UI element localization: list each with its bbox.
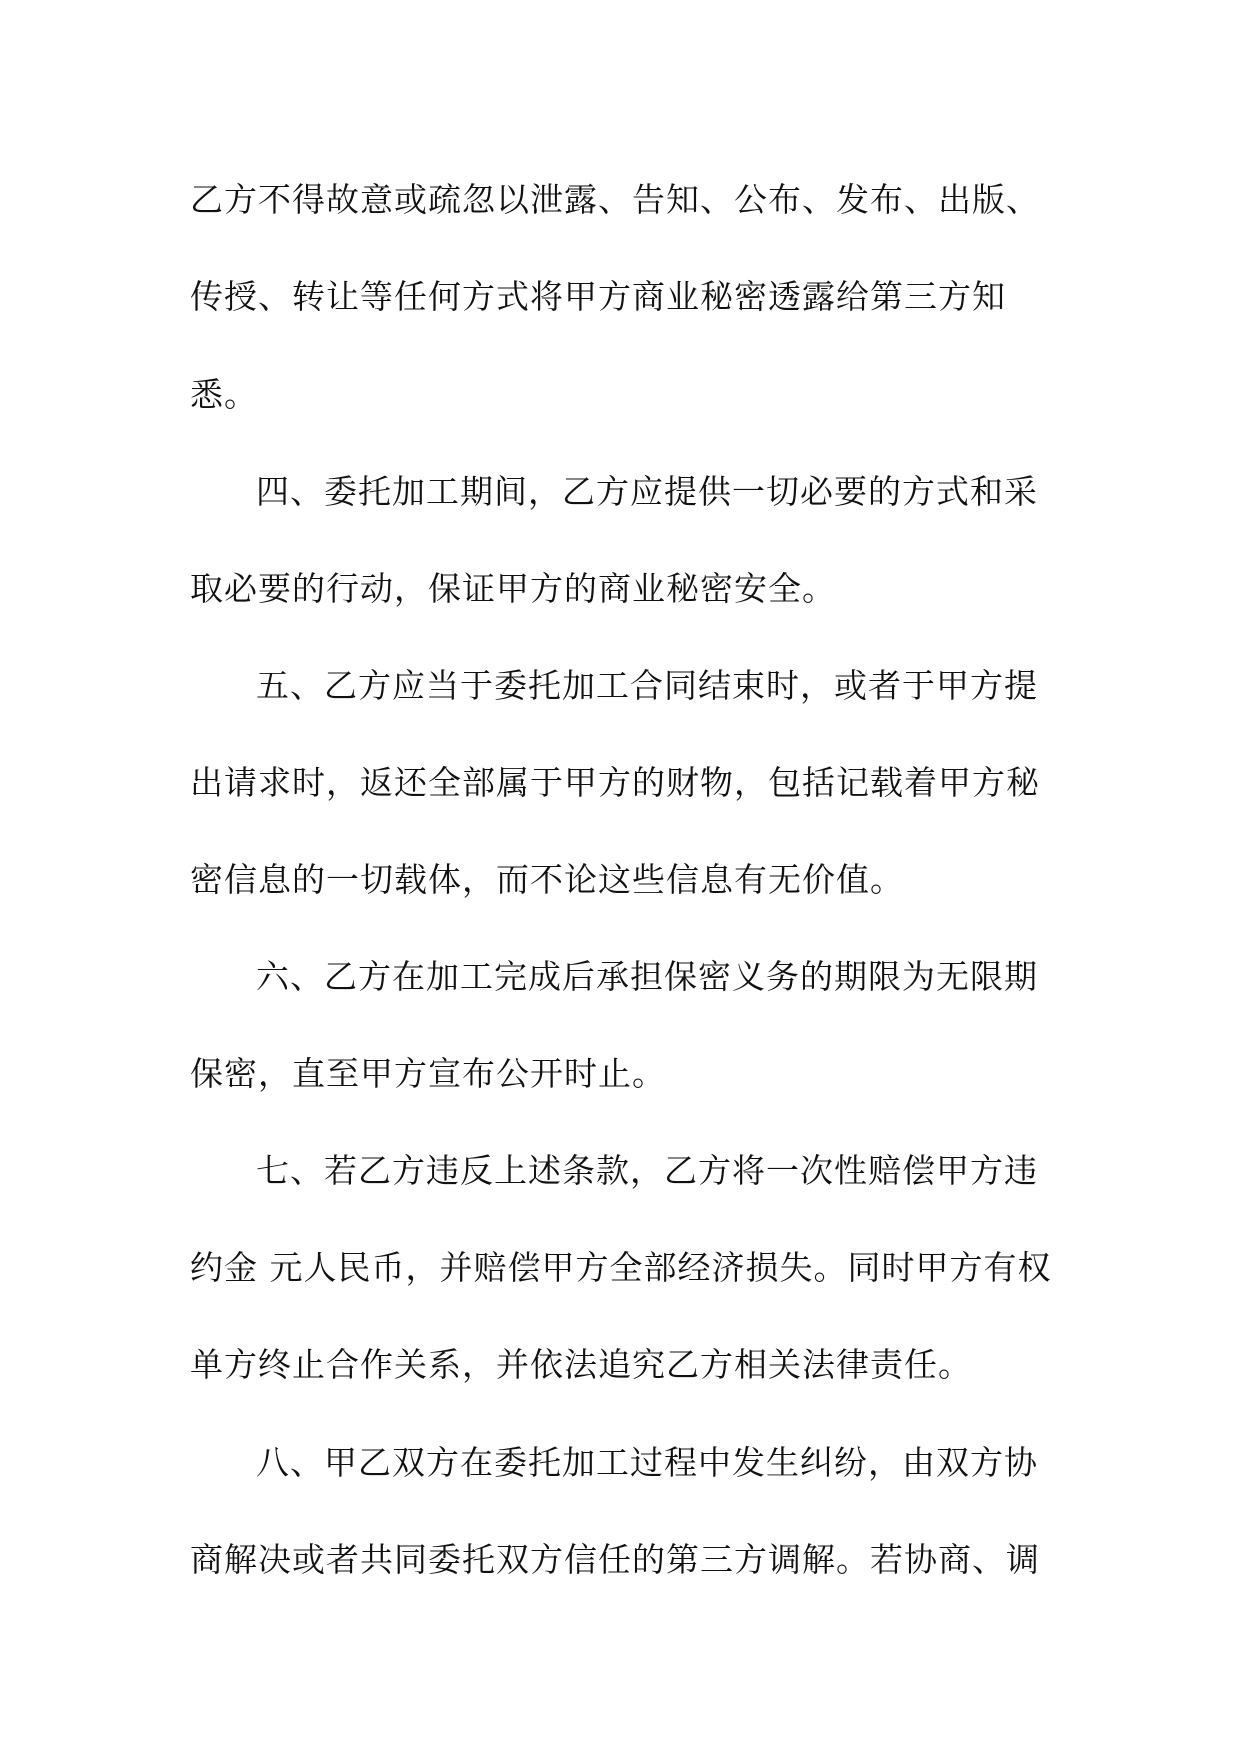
text-line: 保密，直至甲方宣布公开时止。 [190, 1054, 666, 1093]
clause-8-line: 八、甲乙双方在委托加工过程中发生纠纷，由双方协 [256, 1443, 1038, 1482]
text-line: 悉。 [190, 375, 258, 414]
text-line: 乙方不得故意或疏忽以泄露、告知、公布、发布、出版、 [190, 180, 1040, 219]
text-line: 取必要的行动，保证甲方的商业秘密安全。 [190, 569, 836, 608]
text-line: 传授、转让等任何方式将甲方商业秘密透露给第三方知 [190, 277, 1006, 316]
clause-7-line: 七、若乙方违反上述条款，乙方将一次性赔偿甲方违 [256, 1151, 1038, 1190]
text-line: 单方终止合作关系，并依法追究乙方相关法律责任。 [190, 1345, 972, 1384]
text-line: 出请求时，返还全部属于甲方的财物，包括记载着甲方秘 [190, 763, 1040, 802]
clause-5-line: 五、乙方应当于委托加工合同结束时，或者于甲方提 [256, 666, 1038, 705]
text-line: 约金 元人民币，并赔偿甲方全部经济损失。同时甲方有权 [190, 1248, 1052, 1287]
clause-6-line: 六、乙方在加工完成后承担保密义务的期限为无限期 [256, 957, 1038, 996]
text-line: 密信息的一切载体，而不论这些信息有无价值。 [190, 860, 904, 899]
text-line: 商解决或者共同委托双方信任的第三方调解。若协商、调 [190, 1540, 1040, 1579]
clause-4-line: 四、委托加工期间，乙方应提供一切必要的方式和采 [256, 472, 1038, 511]
